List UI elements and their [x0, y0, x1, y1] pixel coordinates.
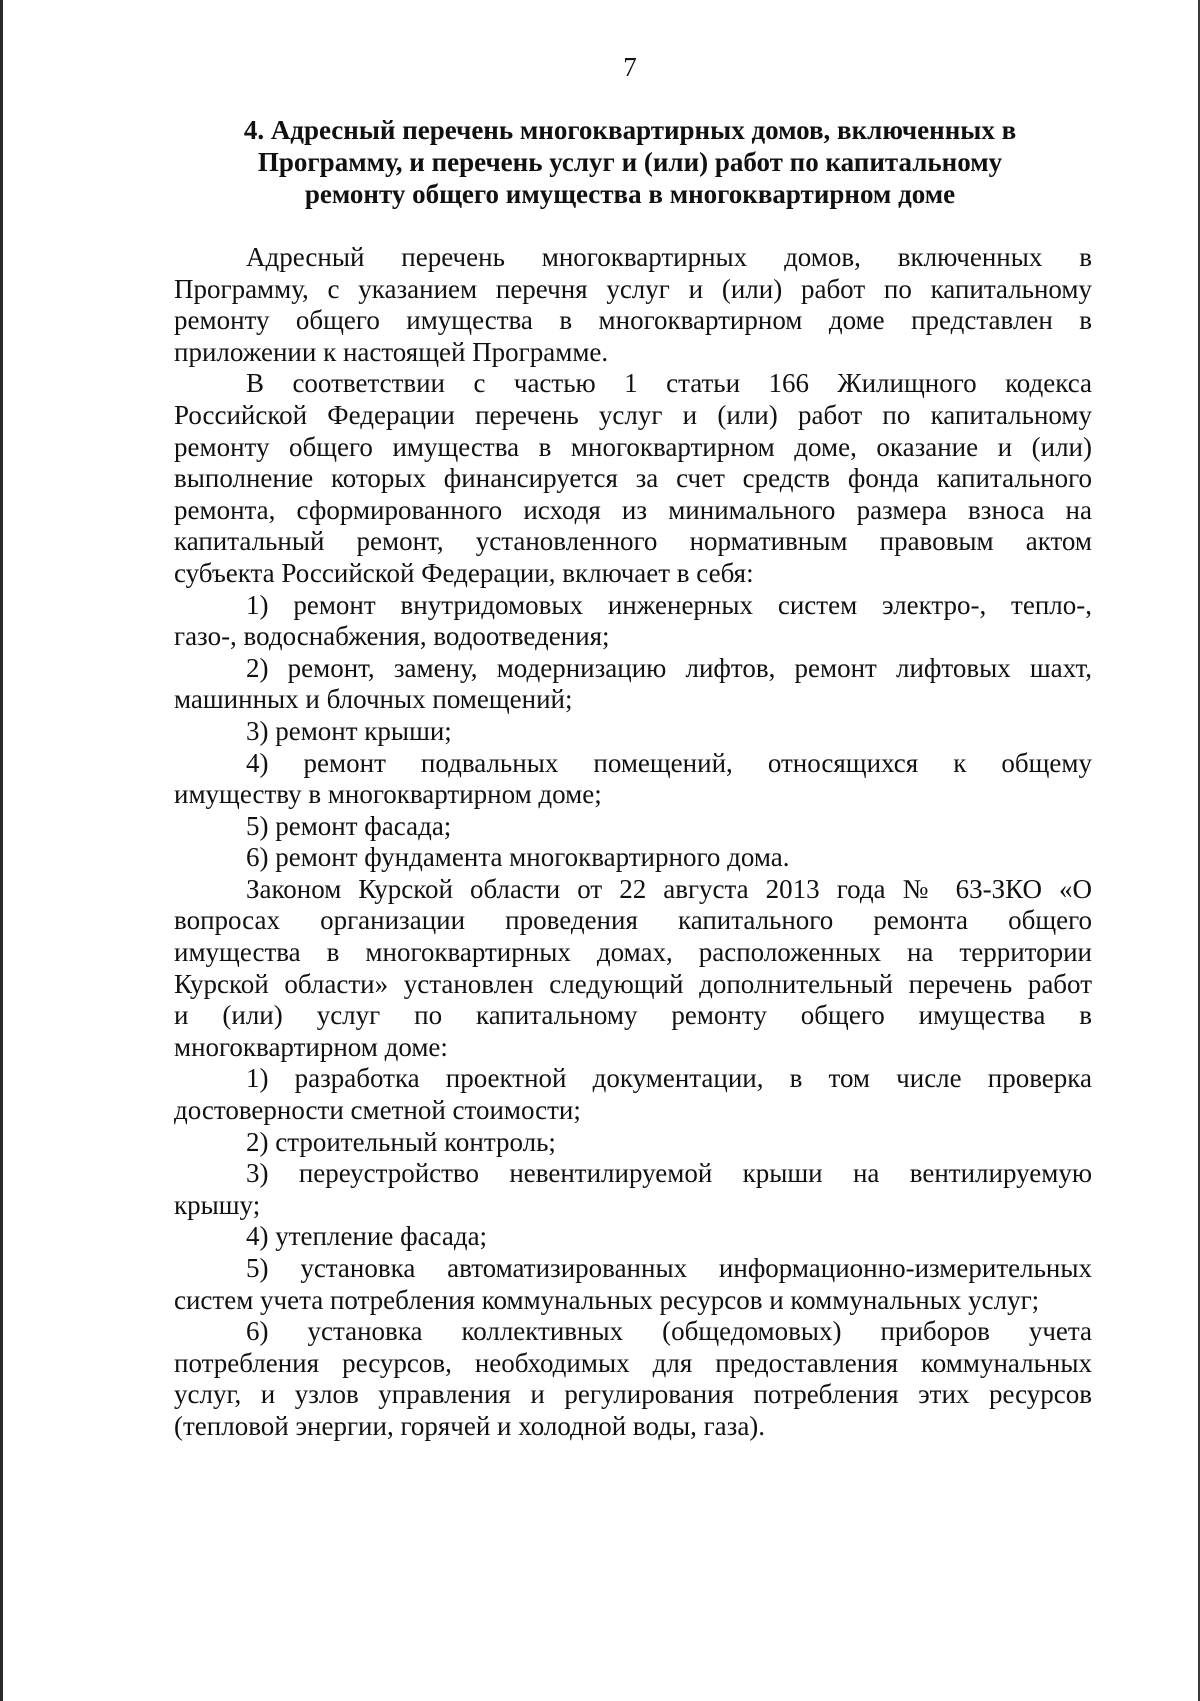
paragraph-line: Российской Федерации перечень услуг и (или) работ по капитальному [174, 399, 1092, 430]
paragraph [174, 1253, 1092, 1316]
paragraph-line: 5) установка автоматизированных информационно-измерительных [246, 1253, 1092, 1283]
paragraph [174, 242, 1092, 368]
section-title-line: Программу, и перечень услуг и (или) работ по капитальному [257, 147, 1003, 177]
paragraph-line: крышу; [174, 1189, 261, 1220]
page-number: 7 [623, 52, 637, 82]
paragraph [174, 748, 1092, 811]
paragraph-line: систем учета потребления коммунальных ресурсов и коммунальных услуг; [174, 1284, 1040, 1315]
paragraph [174, 842, 1092, 874]
section-title-line: 4. Адресный перечень многоквартирных домов, включенных в [243, 115, 1017, 145]
paragraph-line: Адресный перечень многоквартирных домов, включенных в [246, 242, 1092, 272]
paragraph-line: 1) разработка проектной документации, в том числе проверка [246, 1063, 1092, 1094]
paragraph-line: и (или) услуг по капитальному ремонту общего имущества в [174, 1000, 1092, 1031]
paragraph-line: услуг, и узлов управления и регулирования потребления этих ресурсов [174, 1379, 1092, 1410]
paragraph [174, 368, 1092, 589]
paragraph-line: газо-, водоснабжения, водоотведения; [174, 621, 610, 652]
paragraph-line: ремонта, сформированного исходя из минимального размера взноса на [174, 494, 1092, 525]
section-title-line: ремонту общего имущества в многоквартирном доме [304, 179, 956, 209]
paragraph-line: приложении к настоящей Программе. [174, 336, 609, 367]
paragraph-line: ремонту общего имущества в многоквартирном доме представлен в [174, 305, 1092, 336]
paragraph [174, 716, 1092, 748]
paragraph-line: имущества в многоквартирных домах, расположенных на территории [174, 937, 1092, 968]
paragraph-line: 2) ремонт, замену, модернизацию лифтов, ремонт лифтовых шахт, [246, 652, 1092, 683]
paragraph-line: 4) ремонт подвальных помещений, относящихся к общему [246, 747, 1092, 778]
paragraph-line: достоверности сметной стоимости; [174, 1095, 581, 1126]
paragraph-line: Программу, с указанием перечня услуг и (или) работ по капитальному [174, 273, 1092, 304]
paragraph [174, 1316, 1092, 1442]
paragraph-line: ремонту общего имущества в многоквартирном доме, оказание и (или) [174, 431, 1092, 462]
scan-edge-left [0, 0, 3, 1701]
paragraph [174, 653, 1092, 716]
paragraph-line: 1) ремонт внутридомовых инженерных систем электро-, тепло-, [246, 589, 1092, 620]
paragraph-line: Законом Курской области от 22 августа 2013 года № 63-ЗКО «О [246, 873, 1092, 904]
paragraph-line: Курской области» установлен следующий дополнительный перечень работ [174, 968, 1092, 999]
paragraph-line: 5) ремонт фасада; [246, 810, 452, 841]
section-title [150, 114, 1110, 210]
paragraph-line: капитальный ремонт, установленного нормативным правовым актом [174, 526, 1092, 557]
paragraph-line: имуществу в многоквартирном доме; [174, 779, 602, 810]
paragraph-line: В соответствии с частью 1 статьи 166 Жилищного кодекса [246, 368, 1092, 399]
paragraph-line: (тепловой энергии, горячей и холодной воды, газа). [174, 1410, 766, 1441]
paragraph-line: 4) утепление фасада; [246, 1221, 488, 1252]
paragraph-line: 6) установка коллективных (общедомовых) приборов учета [246, 1316, 1092, 1347]
paragraph [174, 1127, 1092, 1159]
paragraph-line: 3) переустройство невентилируемой крыши на вентилируемую [246, 1158, 1092, 1189]
paragraph [174, 1221, 1092, 1253]
paragraph-line: вопросах организации проведения капитального ремонта общего [174, 905, 1092, 936]
paragraph [174, 1063, 1092, 1126]
paragraph-line: машинных и блочных помещений; [174, 684, 573, 715]
paragraph-line: 3) ремонт крыши; [246, 715, 452, 746]
paragraph [174, 1158, 1092, 1221]
paragraph [174, 590, 1092, 653]
paragraph-line: субъекта Российской Федерации, включает в себя: [174, 557, 754, 588]
paragraph-line: 2) строительный контроль; [246, 1126, 556, 1157]
paragraph-line: 6) ремонт фундамента многоквартирного дома. [246, 842, 790, 873]
paragraph-line: выполнение которых финансируется за счет средств фонда капитального [174, 463, 1092, 494]
paragraph-line: потребления ресурсов, необходимых для предоставления коммунальных [174, 1347, 1092, 1378]
paragraph-line: многоквартирном доме: [174, 1031, 448, 1062]
paragraph [174, 874, 1092, 1064]
paragraph [174, 811, 1092, 843]
body-text [174, 242, 1092, 1443]
